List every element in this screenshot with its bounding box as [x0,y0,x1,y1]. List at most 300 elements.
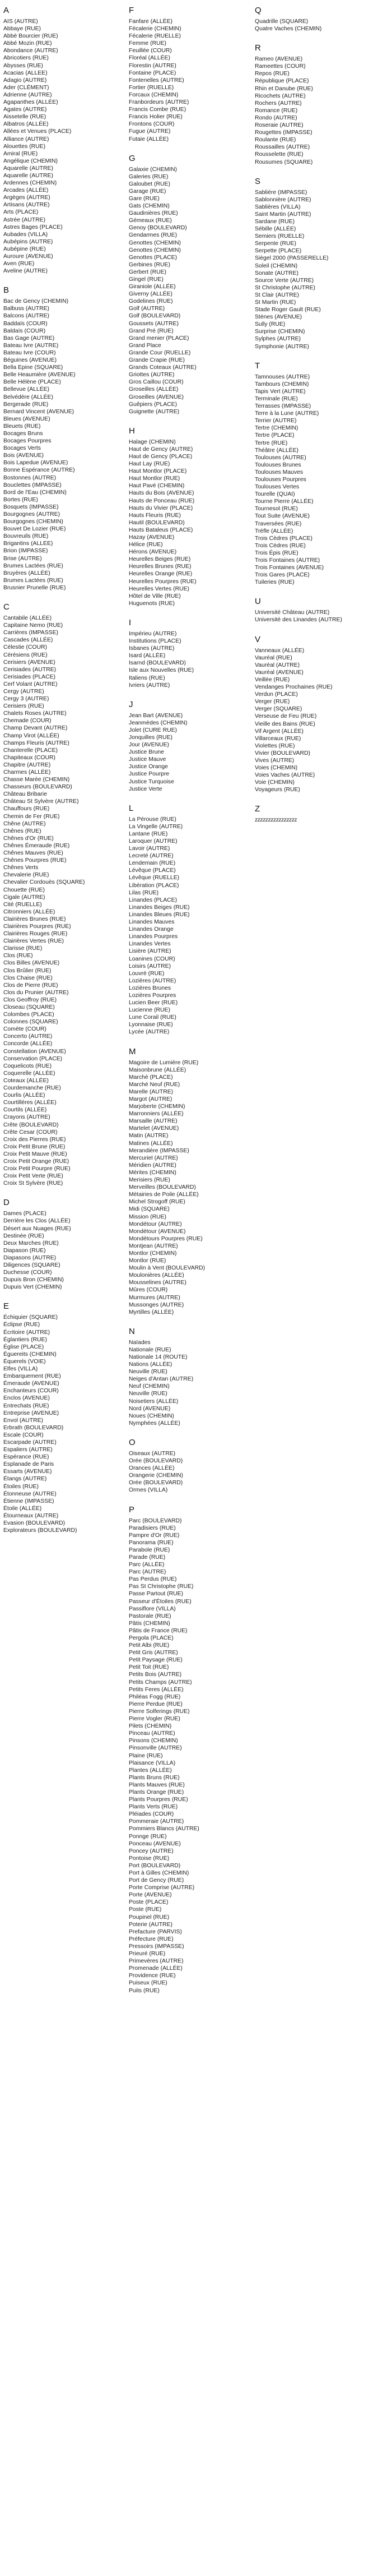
street-link[interactable]: Tapis Vert (AUTRE) [255,388,306,395]
street-link[interactable]: Merveilles (BOULEVARD) [129,1184,196,1191]
street-link[interactable]: Loisirs (AUTRE) [129,963,171,970]
street-link[interactable]: Bleuets (RUE) [3,423,41,430]
street-link[interactable]: Bocages Verts [3,445,41,452]
street-link[interactable]: Pierre Vogler (RUE) [129,1716,180,1723]
street-link[interactable]: Italiens (RUE) [129,675,165,681]
street-link[interactable]: Chênes Verts [3,865,39,871]
street-link[interactable]: Arts (PLACE) [3,209,39,216]
street-link[interactable]: Femme (RUE) [129,40,166,47]
street-link[interactable]: Ivriers (AUTRE) [129,682,170,689]
street-link[interactable]: Garage (RUE) [129,188,166,195]
street-link[interactable]: Bouvet De Lozier (RUE) [3,526,66,533]
street-link[interactable]: Concorde (ALLÉE) [3,1041,53,1047]
street-link[interactable]: Pastorale (RUE) [129,1613,171,1619]
street-link[interactable]: Linandes (PLACE) [129,897,178,903]
street-link[interactable]: Fontaine (PLACE) [129,70,176,76]
street-link[interactable]: Croix St Sylvère (RUE) [3,1180,63,1187]
street-link[interactable]: Étourneaux (AUTRE) [3,1512,59,1519]
street-link[interactable]: Giraniole (ALLÉE) [129,284,176,290]
street-link[interactable]: Sylphes (AUTRE) [255,336,301,343]
street-link[interactable]: Poste (PLACE) [129,1899,169,1906]
street-link[interactable]: Plants Verts (RUE) [129,1804,178,1811]
street-link[interactable]: Heurelles Beiges (RUE) [129,556,191,563]
street-link[interactable]: Surprise (CHEMIN) [255,329,305,335]
street-link[interactable]: Fécalerie (RUELLE) [129,33,181,40]
street-link[interactable]: Grande Cour (RUELLE) [129,349,191,356]
street-link[interactable]: Passeur d'Étoiles (RUE) [129,1598,192,1605]
street-link[interactable]: Cascades (ALLÉE) [3,637,53,644]
street-link[interactable]: Cerisiers (RUE) [3,703,44,710]
street-link[interactable]: Cigale (AUTRE) [3,894,45,901]
street-link[interactable]: Trèfle (ALLÉE) [255,528,293,534]
street-link[interactable]: Poste (RUE) [129,1906,162,1913]
street-link[interactable]: Rameo (AVENUE) [255,56,303,63]
street-link[interactable]: Mercuriel (AUTRE) [129,1155,178,1161]
street-link[interactable]: Aquarelle (AUTRE) [3,165,53,172]
street-link[interactable]: Lucien Beer (RUE) [129,1000,178,1007]
street-link[interactable]: Bas Gage (AUTRE) [3,335,55,341]
street-link[interactable]: Martelet (AVENUE) [129,1125,179,1132]
street-link[interactable]: Florestin (AUTRE) [129,62,176,69]
street-link[interactable]: Auroure (AVENUE) [3,253,53,260]
street-link[interactable]: Envol (AUTRE) [3,1417,44,1424]
street-link[interactable]: Paradisiers (RUE) [129,1525,176,1531]
street-link[interactable]: Hauts du Bois (AVENUE) [129,490,194,497]
street-link[interactable]: Murmures (AUTRE) [129,1294,180,1301]
street-link[interactable]: Capitaine Nemo (RUE) [3,622,63,629]
street-link[interactable]: Pressoirs (IMPASSE) [129,1943,184,1950]
street-link[interactable]: Maisonbrune (ALLÉE) [129,1067,186,1073]
street-link[interactable]: Linandes Bleues (RUE) [129,911,190,918]
street-link[interactable]: Étonneuse (AUTRE) [3,1490,57,1497]
street-link[interactable]: Croix des Pierres (RUE) [3,1136,66,1143]
street-link[interactable]: Comète (COUR) [3,1026,46,1033]
street-link[interactable]: Mondétour (AVENUE) [129,1228,186,1235]
street-link[interactable]: Noisetiers (ALLÉE) [129,1398,179,1405]
street-link[interactable]: Échiquier (SQUARE) [3,1314,58,1321]
street-link[interactable]: Argèges (AUTRE) [3,195,50,201]
street-link[interactable]: Bergerade (RUE) [3,401,49,408]
street-link[interactable]: Margot (AUTRE) [129,1096,172,1102]
street-link[interactable]: Bois (AVENUE) [3,453,44,459]
street-link[interactable]: Roulante (RUE) [255,137,296,144]
street-link[interactable]: Petits Champs (AUTRE) [129,1679,192,1686]
street-link[interactable]: Toulouses Mauves [255,469,304,476]
street-link[interactable]: Chênes Émeraude (RUE) [3,842,70,849]
street-link[interactable]: Plants Orange (RUE) [129,1789,184,1795]
street-link[interactable]: Aquarelle (AUTRE) [3,172,53,179]
street-link[interactable]: Violettes (RUE) [255,742,295,749]
street-link[interactable]: Chênes Pourpres (RUE) [3,857,67,864]
street-link[interactable]: Gros Caillou (COUR) [129,379,184,386]
street-link[interactable]: Rondo (AUTRE) [255,114,297,121]
street-link[interactable]: Chapitre (AUTRE) [3,761,51,768]
street-link[interactable]: République (PLACE) [255,78,309,85]
street-link[interactable]: Petit Toit (RUE) [129,1664,169,1671]
street-link[interactable]: Fécalerie (CHEMIN) [129,26,181,33]
street-link[interactable]: Repos (RUE) [255,71,290,77]
street-link[interactable]: Rochers (AUTRE) [255,100,302,107]
street-link[interactable]: Fugue (AUTRE) [129,128,171,135]
street-link[interactable]: Passe Partout (RUE) [129,1591,184,1598]
street-link[interactable]: Plants Bruns (RUE) [129,1774,180,1781]
street-link[interactable]: Coquerelle (ALLÉE) [3,1070,55,1077]
street-link[interactable]: Source Verte (AUTRE) [255,277,314,284]
street-link[interactable]: Terrasses (IMPASSE) [255,403,311,410]
street-link[interactable]: Abondance (AUTRE) [3,48,58,54]
street-link[interactable]: Tuileries (RUE) [255,579,295,586]
street-link[interactable]: Lavoir (AUTRE) [129,846,170,852]
street-link[interactable]: Bleues (AVENUE) [3,416,50,422]
street-link[interactable]: Parc (ALLÉE) [129,1562,165,1568]
street-link[interactable]: Lozières Brunes [129,985,171,991]
street-link[interactable]: Vanneaux (ALLÉE) [255,647,305,654]
street-link[interactable]: Grands Coteaux (AUTRE) [129,364,197,371]
street-link[interactable]: Lilas (RUE) [129,889,159,896]
street-link[interactable]: Espérance (RUE) [3,1454,49,1461]
street-link[interactable]: Chanterelle (PLACE) [3,747,58,754]
street-link[interactable]: Ormes (VILLA) [129,1487,168,1494]
street-link[interactable]: Oiseaux (AUTRE) [129,1450,176,1457]
street-link[interactable]: Escale (COUR) [3,1432,44,1438]
street-link[interactable]: Veillée (RUE) [255,676,290,683]
street-link[interactable]: Sablonnière (AUTRE) [255,196,311,203]
street-link[interactable]: Hauts du Vivier (PLACE) [129,505,193,511]
street-link[interactable]: Traversées (RUE) [255,520,302,527]
street-link[interactable]: Trois Cèdres (PLACE) [255,535,312,542]
street-link[interactable]: Clos du Prunier (AUTRE) [3,989,69,996]
street-link[interactable]: Derrière les Clos (ALLÉE) [3,1218,71,1225]
street-link[interactable]: Haut Montlor (PLACE) [129,468,187,475]
street-link[interactable]: Chasse Marée (CHEMIN) [3,777,70,783]
street-link[interactable]: Orances (ALLÉE) [129,1465,175,1472]
street-link[interactable]: Grand menier (PLACE) [129,335,189,341]
street-link[interactable]: Merandière (IMPASSE) [129,1147,189,1154]
street-link[interactable]: Neiges d'Antan (AUTRE) [129,1376,194,1383]
street-link[interactable]: Puiseux (RUE) [129,1980,167,1987]
street-link[interactable]: Hauts de Ponceau (RUE) [129,497,195,504]
street-link[interactable]: Éguereits (CHEMIN) [3,1351,57,1358]
street-link[interactable]: Marjoberte (CHEMIN) [129,1104,185,1110]
street-link[interactable]: Clos Geoffroy (RUE) [3,996,57,1003]
street-link[interactable]: Linandes Vertes [129,941,171,948]
street-link[interactable]: Coteaux (ALLÉE) [3,1077,49,1084]
street-link[interactable]: Trois Épis (RUE) [255,550,298,556]
street-link[interactable]: Escarpade (AUTRE) [3,1439,57,1446]
street-link[interactable]: Croix Petit Mauve (RUE) [3,1151,67,1157]
street-link[interactable]: Bateau Ivre (COUR) [3,349,56,356]
street-link[interactable]: Guêpiers (PLACE) [129,401,178,408]
street-link[interactable]: Espaliers (AUTRE) [3,1447,53,1453]
street-link[interactable]: Alouettes (RUE) [3,143,46,150]
street-link[interactable]: Justice Orange [129,764,168,770]
street-link[interactable]: Dames (PLACE) [3,1211,46,1217]
street-link[interactable]: Haut Pavé (CHEMIN) [129,483,185,490]
street-link[interactable]: Isbanes (AUTRE) [129,645,175,652]
street-link[interactable]: Clairières Brunes (RUE) [3,916,66,922]
street-link[interactable]: La Vingelle (AUTRE) [129,823,183,830]
street-link[interactable]: Petits Bois (AUTRE) [129,1672,182,1678]
street-link[interactable]: Puits (RUE) [129,1987,160,1994]
street-link[interactable]: Forcaux (CHEMIN) [129,91,179,98]
street-link[interactable]: Abbé Bourcier (RUE) [3,33,58,40]
street-link[interactable]: Clos Billes (AVENUE) [3,960,60,967]
street-link[interactable]: Gerbert (RUE) [129,269,166,275]
street-link[interactable]: Roseraie (AUTRE) [255,122,304,129]
street-link[interactable]: Églantiers (RUE) [3,1336,47,1343]
street-link[interactable]: Croix Petit Orange (RUE) [3,1158,69,1165]
street-link[interactable]: Trois Fontaines (AVENUE) [255,565,324,571]
street-link[interactable]: Toulouses Brunes [255,461,301,468]
street-link[interactable]: Courdemanche (RUE) [3,1085,61,1092]
street-link[interactable]: Symphonie (AUTRE) [255,343,310,350]
street-link[interactable]: Chemin de Fer (RUE) [3,813,60,820]
street-link[interactable]: Isle aux Nouvelles (RUE) [129,667,194,674]
street-link[interactable]: Nymphées (ALLÉE) [129,1420,180,1427]
street-link[interactable]: Bateau Ivre (AUTRE) [3,342,59,349]
street-link[interactable]: Écritoire (AUTRE) [3,1329,50,1336]
street-link[interactable]: Voie (CHEMIN) [255,779,295,786]
street-link[interactable]: Mûres (COUR) [129,1287,168,1294]
street-link[interactable]: Hautil (BOULEVARD) [129,519,185,526]
street-link[interactable]: Belle Heaumière (AVENUE) [3,372,76,378]
street-link[interactable]: Étienne (IMPASSE) [3,1498,54,1504]
street-link[interactable]: Coquelicots (RUE) [3,1063,52,1069]
street-link[interactable]: Parade (RUE) [129,1554,166,1561]
street-link[interactable]: Abysses (RUE) [3,62,44,69]
street-link[interactable]: Rougettes (IMPASSE) [255,130,312,136]
street-link[interactable]: Matines (ALLÉE) [129,1140,173,1147]
street-link[interactable]: Verger (RUE) [255,699,290,705]
street-link[interactable]: Groseilles (AVENUE) [129,394,184,400]
street-link[interactable]: Genottes (PLACE) [129,254,178,261]
street-link[interactable]: Chênes Mauves (RUE) [3,850,63,857]
street-link[interactable]: Vieille des Bains (RUE) [255,721,315,727]
street-link[interactable]: Genottes (CHEMIN) [129,247,181,253]
street-link[interactable]: Marronniers (ALLÉE) [129,1111,184,1118]
street-link[interactable]: Étoile (ALLÉE) [3,1505,42,1512]
street-link[interactable]: Alliance (AUTRE) [3,136,49,142]
street-link[interactable]: Neuville (RUE) [129,1391,167,1397]
street-link[interactable]: Isarnd (BOULEVARD) [129,660,186,667]
street-link[interactable]: Astrée (AUTRE) [3,216,46,223]
street-link[interactable]: Belle Hélène (PLACE) [3,379,61,386]
street-link[interactable]: Pinsonville (AUTRE) [129,1745,182,1752]
street-link[interactable]: Diapasons (AUTRE) [3,1254,57,1261]
street-link[interactable]: Crête Cesar (COUR) [3,1129,58,1135]
street-link[interactable]: Sablière (IMPASSE) [255,189,307,196]
street-link[interactable]: Bord de l'Eau (CHEMIN) [3,489,67,496]
street-link[interactable]: Plaine (RUE) [129,1752,163,1759]
street-link[interactable]: Esplanade de Paris [3,1461,54,1468]
street-link[interactable]: Godelines (RUE) [129,298,173,305]
street-link[interactable]: Bostonnes (AUTRE) [3,474,57,481]
street-link[interactable]: Nationale (RUE) [129,1346,171,1353]
street-link[interactable]: Clairières Pourpres (RUE) [3,923,71,930]
street-link[interactable]: Bocages Pourpres [3,438,52,445]
street-link[interactable]: Mission (RUE) [129,1213,166,1220]
street-link[interactable]: Voyageurs (RUE) [255,787,300,793]
street-link[interactable]: Clos Brûlier (RUE) [3,967,52,974]
street-link[interactable]: Albatros (ALLÉE) [3,121,49,128]
street-link[interactable]: Aubades (VILLA) [3,231,48,238]
street-link[interactable]: Hazay (AVENUE) [129,534,175,541]
street-link[interactable]: Haut de Gency (PLACE) [129,453,193,460]
street-link[interactable]: Tournesol (RUE) [255,506,298,513]
street-link[interactable]: Philéas Fogg (RUE) [129,1693,181,1700]
street-link[interactable]: Terminale (RUE) [255,395,298,402]
street-link[interactable]: Nord (AVENUE) [129,1405,171,1412]
street-link[interactable]: Terrier (AUTRE) [255,418,297,424]
street-link[interactable]: Heurelles Brunes (RUE) [129,564,192,570]
street-link[interactable]: Griottes (AUTRE) [129,372,175,378]
street-link[interactable]: Cantabile (ALLÉE) [3,615,52,622]
street-link[interactable]: Merisiers (RUE) [129,1177,170,1184]
street-link[interactable]: Acacias (ALLEE) [3,70,48,76]
street-link[interactable]: Verdun (PLACE) [255,691,298,698]
street-link[interactable]: Sardane (RUE) [255,218,295,225]
street-link[interactable]: Pierre Perdue (RUE) [129,1701,183,1707]
street-link[interactable]: Brusnier Prunelle (RUE) [3,584,66,591]
street-link[interactable]: Montlor (RUE) [129,1258,166,1264]
street-link[interactable]: Voies Vaches (AUTRE) [255,772,315,779]
street-link[interactable]: Plants Mauves (RUE) [129,1781,185,1788]
street-link[interactable]: Agapanthes (ALLÉE) [3,99,58,106]
street-link[interactable]: Panorama (RUE) [129,1539,174,1546]
street-link[interactable]: Clarisse (RUE) [3,945,43,952]
street-link[interactable]: Tourne Pierre (ALLÉE) [255,498,314,505]
street-link[interactable]: Tout Suite (AVENUE) [255,513,310,520]
street-link[interactable]: Toulouses (AUTRE) [255,454,306,461]
street-link[interactable]: Neuville (RUE) [129,1369,167,1375]
street-link[interactable]: Charmes (ALLÉE) [3,769,51,775]
street-link[interactable]: Rousumes (SQUARE) [255,159,313,165]
street-link[interactable]: Université Château (AUTRE) [255,610,330,616]
street-link[interactable]: Belvédère (ALLÉE) [3,394,53,400]
street-link[interactable]: Cité (RUELLE) [3,901,42,908]
street-link[interactable]: Tourelle (QUAI) [255,491,295,498]
street-link[interactable]: Plantes (ALLÉE) [129,1767,172,1774]
street-link[interactable]: Lévêque (RUELLE) [129,875,180,881]
street-link[interactable]: Noues (CHEMIN) [129,1412,174,1419]
street-link[interactable]: Trois Cèdres (RUE) [255,542,306,549]
street-link[interactable]: Grand Pré (RUE) [129,327,174,334]
street-link[interactable]: Jean Bart (AVENUE) [129,712,183,719]
street-link[interactable]: Hélice (RUE) [129,542,163,548]
street-link[interactable]: Chênes (RUE) [3,828,41,834]
street-link[interactable]: Jeanmèdes (CHEMIN) [129,719,188,726]
street-link[interactable]: Champs Fleuris (AUTRE) [3,740,69,746]
street-link[interactable]: Préfecture (RUE) [129,1936,174,1942]
street-link[interactable]: Golf (BOULEVARD) [129,313,181,320]
street-link[interactable]: Primevères (AUTRE) [129,1958,184,1965]
street-link[interactable]: Parc (AUTRE) [129,1569,166,1576]
street-link[interactable]: Baldaïs (COUR) [3,327,46,334]
street-link[interactable]: Agates (AUTRE) [3,107,47,113]
street-link[interactable]: Justice Mauve [129,756,166,763]
street-link[interactable]: Lévêque (PLACE) [129,867,176,874]
street-link[interactable]: Colonnes (SQUARE) [3,1019,58,1026]
street-link[interactable]: Vivier (BOULEVARD) [255,750,310,756]
street-link[interactable]: Champ Devant (AUTRE) [3,725,68,732]
street-link[interactable]: Hauts Fleuris (RUE) [129,512,181,519]
street-link[interactable]: Port à Gilles (CHEMIN) [129,1870,189,1876]
street-link[interactable]: Grand Place [129,342,161,349]
street-link[interactable]: Galaxie (CHEMIN) [129,166,178,173]
street-link[interactable]: Lycée (AUTRE) [129,1029,170,1036]
street-link[interactable]: Cérésiens (RUE) [3,652,48,658]
street-link[interactable]: Galeries (RUE) [129,173,169,180]
street-link[interactable]: Bella Epine (SQUARE) [3,364,63,371]
street-link[interactable]: Chouette (RUE) [3,887,45,893]
street-link[interactable]: Poupinel (RUE) [129,1914,170,1921]
street-link[interactable]: Constellation (AVENUE) [3,1048,66,1055]
street-link[interactable]: Montlor (CHEMIN) [129,1250,177,1257]
street-link[interactable]: Toulouses Pourpres [255,476,306,483]
street-link[interactable]: Crête (BOULEVARD) [3,1121,59,1128]
street-link[interactable]: Chapiteaux (COUR) [3,754,55,761]
street-link[interactable]: Rameettes (COUR) [255,63,306,70]
street-link[interactable]: Trois Fontaines (AUTRE) [255,557,320,564]
street-link[interactable]: Pergola (PLACE) [129,1635,174,1641]
street-link[interactable]: Embarquement (RUE) [3,1373,61,1380]
street-link[interactable]: Colombes (PLACE) [3,1012,54,1018]
street-link[interactable]: Cerisiades (AUTRE) [3,666,57,673]
street-link[interactable]: Plaisance (VILLA) [129,1760,176,1766]
street-link[interactable]: Futaie (ALLÉE) [129,136,169,142]
street-link[interactable]: Pâtis (CHEMIN) [129,1620,170,1627]
street-link[interactable]: Fanfare (ALLÉE) [129,19,172,25]
street-link[interactable]: Lecreté (AUTRE) [129,853,174,860]
street-link[interactable]: Crayons (AUTRE) [3,1114,50,1121]
street-link[interactable]: Gerbines (RUE) [129,261,170,268]
street-link[interactable]: Aven (RUE) [3,261,35,267]
street-link[interactable]: Linandes Mauves [129,919,175,926]
street-link[interactable]: Aubépins (AUTRE) [3,238,53,245]
street-link[interactable]: Stènes (AVENUE) [255,314,302,321]
street-link[interactable]: Feuillée (COUR) [129,48,172,54]
street-link[interactable]: Ardennes (CHEMIN) [3,180,57,187]
street-link[interactable]: Carrières (IMPASSE) [3,630,58,636]
street-link[interactable]: Genottes (CHEMIN) [129,239,181,246]
street-link[interactable]: Brion (IMPASSE) [3,548,48,555]
street-link[interactable]: Moulin à Vent (BOULEVARD) [129,1265,206,1272]
street-link[interactable]: Duchesse (COUR) [3,1269,52,1276]
street-link[interactable]: Matin (AUTRE) [129,1133,169,1139]
street-link[interactable]: Neuf (CHEMIN) [129,1383,170,1390]
street-link[interactable]: Louvrè (RUE) [129,970,165,977]
street-link[interactable]: Pâtis de France (RUE) [129,1627,188,1634]
street-link[interactable]: Michel Strogoff (RUE) [129,1199,185,1206]
street-link[interactable]: Serpente (RUE) [255,241,296,247]
street-link[interactable]: Lune Corail (RUE) [129,1014,176,1021]
street-link[interactable]: Pilets (CHEMIN) [129,1723,172,1730]
street-link[interactable]: Mondétour (AUTRE) [129,1221,182,1227]
street-link[interactable]: Pas St Christophe (RUE) [129,1584,194,1590]
street-link[interactable]: Clos (RUE) [3,953,33,959]
street-link[interactable]: Chalets Roses (AUTRE) [3,710,67,717]
street-link[interactable]: Clos de Pierre (RUE) [3,982,58,989]
street-link[interactable]: Magoire de Lumière (RUE) [129,1059,199,1066]
street-link[interactable]: Groseilles (ALLÉE) [129,386,179,393]
street-link[interactable]: Tertre (RUE) [255,440,288,446]
street-link[interactable]: Abbaye (RUE) [3,26,41,33]
street-link[interactable]: Pinsons (CHEMIN) [129,1738,178,1744]
street-link[interactable]: Ader (CLÉMENT) [3,84,49,91]
street-link[interactable]: Romance (RUE) [255,107,298,114]
street-link[interactable]: Justice Brune [129,749,164,756]
street-link[interactable]: Bourgognes (AUTRE) [3,511,60,518]
